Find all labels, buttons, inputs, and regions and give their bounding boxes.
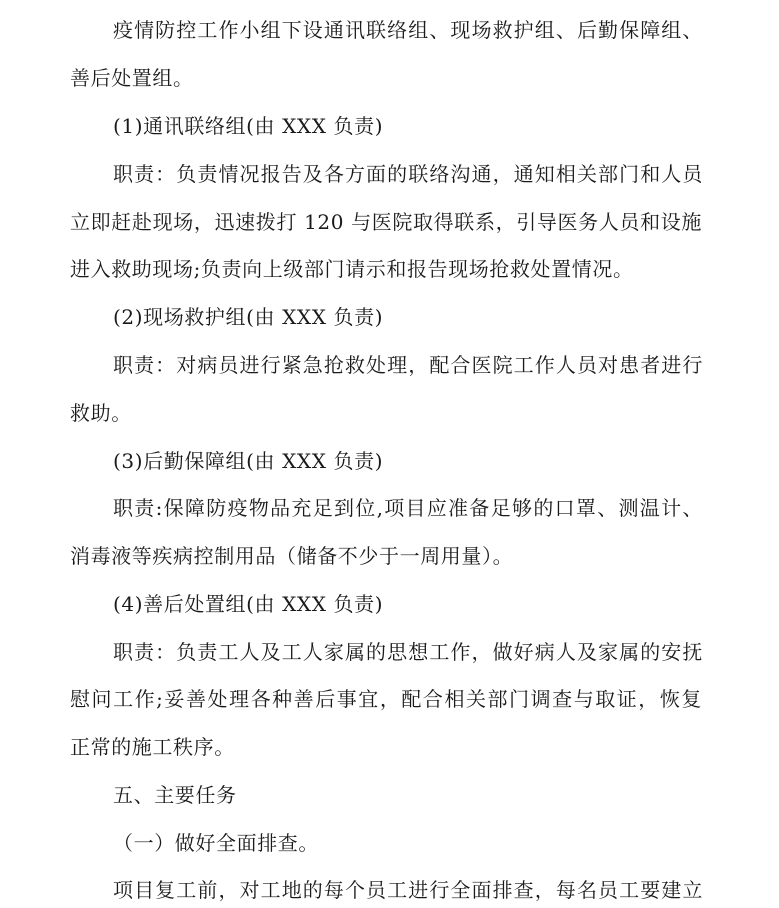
paragraph-line: 正常的施工秩序。 <box>70 735 235 759</box>
subsection-heading: （一）做好全面排查。 <box>113 831 319 855</box>
chapter-heading: 五、主要任务 <box>113 783 237 807</box>
paragraph-line: 立即赶赴现场，迅速拨打 120 与医院取得联系，引导医务人员和设施 <box>70 210 702 234</box>
paragraph-line: 慰问工作;妥善处理各种善后事宜，配合相关部门调查与取证，恢复 <box>70 687 702 711</box>
paragraph-line: 项目复工前，对工地的每个员工进行全面排查，每名员工要建立 <box>113 878 703 902</box>
section-heading: (1)通讯联络组(由 XXX 负责) <box>113 114 384 138</box>
paragraph-line: 职责：对病员进行紧急抢救处理，配合医院工作人员对患者进行 <box>113 353 703 377</box>
paragraph-line: 消毒液等疾病控制用品（储备不少于一周用量）。 <box>70 544 514 568</box>
paragraph-line: 职责:保障防疫物品充足到位,项目应准备足够的口罩、测温计、 <box>113 496 703 520</box>
paragraph-line: 善后处置组。 <box>70 66 194 90</box>
section-heading: (4)善后处置组(由 XXX 负责) <box>113 592 384 616</box>
paragraph-line: 疫情防控工作小组下设通讯联络组、现场救护组、后勤保障组、 <box>113 18 703 42</box>
paragraph-line: 职责：负责情况报告及各方面的联络沟通，通知相关部门和人员 <box>113 162 703 186</box>
section-heading: (2)现场救护组(由 XXX 负责) <box>113 305 384 329</box>
paragraph-line: 职责：负责工人及工人家属的思想工作，做好病人及家属的安抚 <box>113 640 703 664</box>
paragraph-line: 救助。 <box>70 401 132 425</box>
paragraph-line: 进入救助现场;负责向上级部门请示和报告现场抢救处置情况。 <box>70 257 634 281</box>
section-heading: (3)后勤保障组(由 XXX 负责) <box>113 449 384 473</box>
